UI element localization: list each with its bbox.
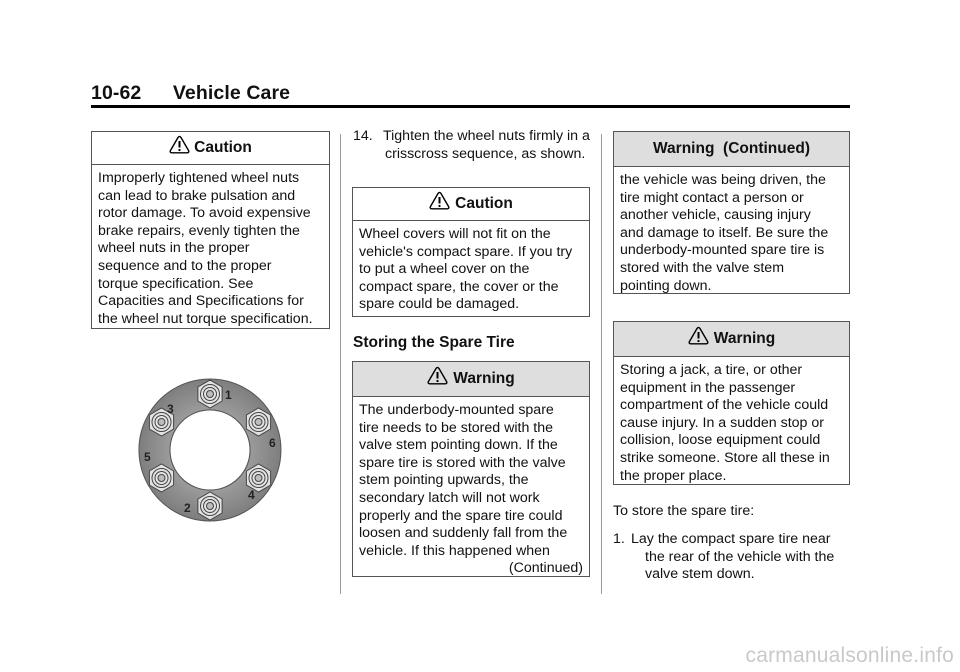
caution-line: Capacities and Specifications for xyxy=(98,293,304,310)
warning-continued-box xyxy=(613,131,850,294)
warning-line: cause injury. In a sudden stop or xyxy=(620,414,824,431)
warning-line: The underbody-mounted spare xyxy=(359,402,554,418)
lug-nut-ring xyxy=(207,391,214,398)
caution-line: wheel nuts in the proper xyxy=(98,240,250,257)
warning-line: the proper place. xyxy=(620,467,727,484)
warning-line: underbody-mounted spare tire is xyxy=(620,242,825,259)
caution-line: can lead to brake pulsation and xyxy=(98,187,296,204)
warning-line: stored with the valve stem xyxy=(620,259,785,276)
nut-label-3: 3 xyxy=(167,402,174,416)
caution-line: spare could be damaged. xyxy=(359,296,520,313)
warning-box-loose-equipment xyxy=(613,321,850,485)
warning-icon xyxy=(688,326,709,345)
page-header xyxy=(91,82,290,105)
caution-line: the wheel nut torque specification. xyxy=(98,310,313,327)
warning-line: the vehicle was being driven, the xyxy=(620,172,826,188)
caution-line: brake repairs, evenly tighten the xyxy=(98,222,300,239)
warning-line: properly and the spare tire could xyxy=(359,507,563,524)
caution-line: torque specification. See xyxy=(98,275,254,292)
caution-box-header xyxy=(353,188,589,221)
lug-nut-ring xyxy=(158,419,165,426)
caution-body xyxy=(92,165,329,334)
warning-line: vehicle. If this happened when xyxy=(359,542,550,559)
warning-line: and damage to itself. Be sure the xyxy=(620,224,829,241)
warning-line: another vehicle, causing injury xyxy=(620,207,811,224)
warning-box-header xyxy=(614,322,849,357)
caution-line: rotor damage. To avoid expensive xyxy=(98,205,311,222)
caution-line: sequence and to the proper xyxy=(98,257,272,274)
warning-line: loosen and suddenly fall from the xyxy=(359,525,568,542)
warning-line: strike someone. Store all these in xyxy=(620,449,830,466)
warning-box-spare-storage xyxy=(352,361,590,577)
warning-line: spare tire is stored with the valve xyxy=(359,454,566,471)
caution-title: Caution xyxy=(194,139,252,156)
caution-body xyxy=(353,221,589,320)
wheel-nut-sequence-figure xyxy=(125,365,295,535)
caution-box-header xyxy=(92,132,329,165)
nut-label-4: 4 xyxy=(248,488,255,502)
step-text: Lay the compact spare tire near the rear of the vehicle with the valve stem down. xyxy=(631,531,835,583)
lug-nut-ring xyxy=(158,475,165,482)
warning-icon xyxy=(427,366,448,385)
caution-line: to put a wheel cover on the xyxy=(359,261,530,278)
continued-label: (Continued) xyxy=(508,560,583,577)
site-watermark: carmanualsonline.info xyxy=(745,644,954,667)
warning-line: tire needs to be stored with the xyxy=(359,419,554,436)
warning-body xyxy=(353,397,589,584)
step-text: Tighten the wheel nuts firmly in a crisscross sequence, as shown. xyxy=(383,128,590,162)
warning-line: Storing a jack, a tire, or other xyxy=(620,362,803,378)
nut-label-1: 1 xyxy=(225,388,232,402)
warning-line: secondary latch will not work xyxy=(359,489,540,506)
caution-icon xyxy=(169,135,190,154)
column-divider-1 xyxy=(340,134,341,594)
caution-box-wheel-covers xyxy=(352,187,590,317)
warning-line: equipment in the passenger xyxy=(620,379,796,396)
section-title: Vehicle Care xyxy=(172,82,291,104)
caution-title: Caution xyxy=(455,195,513,212)
warning-line: compartment of the vehicle could xyxy=(620,397,829,414)
lug-nut-ring xyxy=(255,475,262,482)
page-number: 10-62 xyxy=(91,82,142,104)
caution-line: compact spare, the cover or the xyxy=(359,278,559,295)
nut-label-6: 6 xyxy=(269,436,276,450)
warning-line: stem pointing upwards, the xyxy=(359,472,529,489)
caution-icon xyxy=(429,191,450,210)
warning-body xyxy=(614,357,849,491)
warning-title: Warning xyxy=(453,370,515,387)
warning-continued-title: Warning (Continued) xyxy=(653,140,810,157)
caution-line: vehicle's compact spare. If you try xyxy=(359,243,573,260)
warning-line: pointing down. xyxy=(620,277,712,294)
store-intro: To store the spare tire: xyxy=(613,503,755,519)
step-14 xyxy=(353,128,591,163)
caution-line: Improperly tightened wheel nuts xyxy=(98,170,300,186)
column-divider-2 xyxy=(601,134,602,594)
caution-box-wheel-nuts xyxy=(91,131,330,329)
step-number: 14. xyxy=(353,128,373,144)
section-subheading: Storing the Spare Tire xyxy=(353,334,515,351)
warning-line: valve stem pointing down. If the xyxy=(359,437,558,454)
caution-line: Wheel covers will not fit on the xyxy=(359,226,551,242)
nut-label-5: 5 xyxy=(144,450,151,464)
header-rule xyxy=(91,105,850,108)
warning-line: tire might contact a person or xyxy=(620,189,804,206)
lug-nut-ring xyxy=(255,419,262,426)
lug-nut-ring xyxy=(207,503,214,510)
warning-box-header xyxy=(353,362,589,397)
step-1 xyxy=(613,531,850,584)
warning-continued-header xyxy=(614,132,849,167)
warning-title: Warning xyxy=(713,330,776,347)
warning-line: collision, loose equipment could xyxy=(620,432,821,449)
warning-continued-body xyxy=(614,167,849,301)
step-number: 1. xyxy=(613,531,625,547)
nut-label-2: 2 xyxy=(184,501,191,515)
